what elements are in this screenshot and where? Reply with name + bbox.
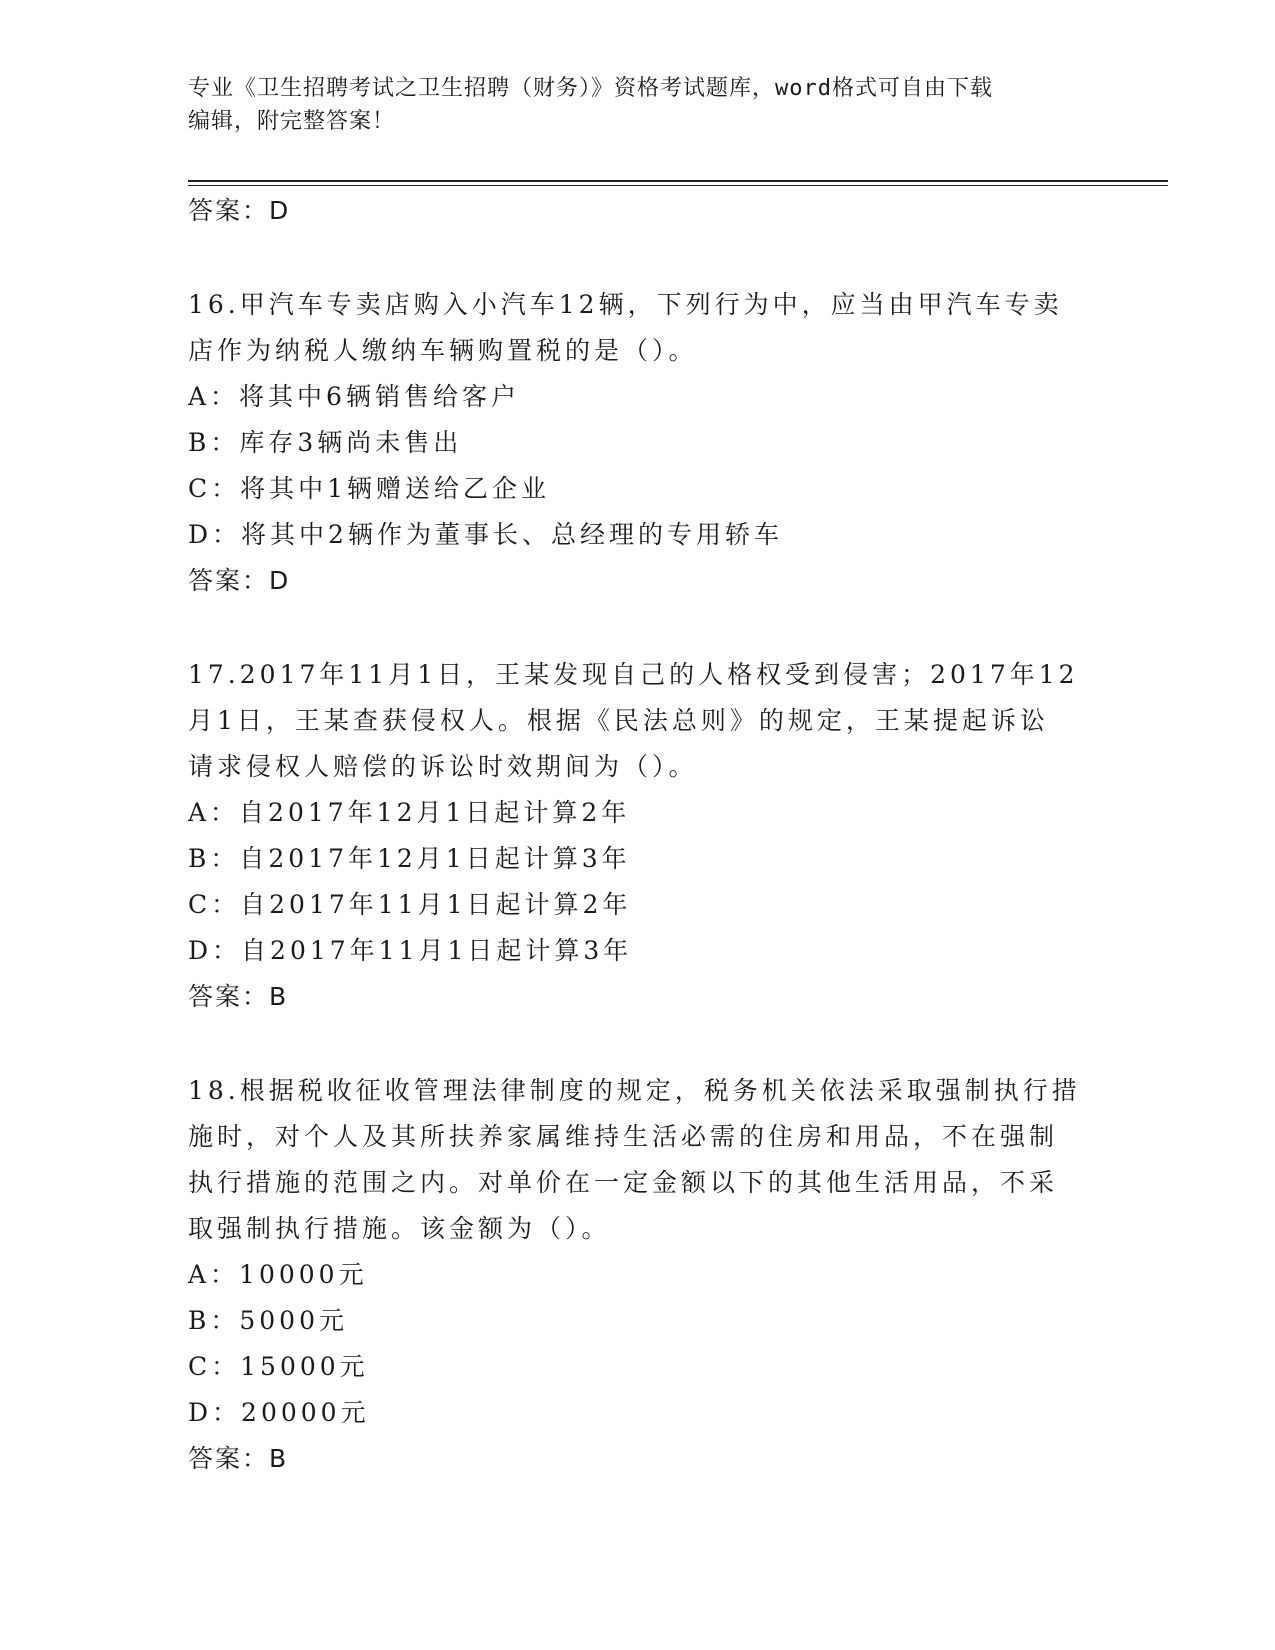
option-d: D：自2017年11月1日起计算3年 [188, 936, 633, 965]
question-stem-line: 店作为纳税人缴纳车辆购置税的是（）。 [188, 336, 698, 365]
question-16 [188, 282, 1088, 604]
document-header [188, 72, 1088, 138]
question-stem-line: 月1日，王某查获侵权人。根据《民法总则》的规定，王某提起诉讼 [188, 706, 1049, 735]
option-a: A：自2017年12月1日起计算2年 [188, 798, 631, 827]
question-stem-line: 18.根据税收征收管理法律制度的规定，税务机关依法采取强制执行措 [188, 1076, 1081, 1105]
header-divider [188, 180, 1168, 182]
option-a: A：10000元 [188, 1260, 368, 1289]
option-c: C：15000元 [188, 1352, 369, 1381]
question-18 [188, 1068, 1088, 1482]
question-stem-line: 取强制执行措施。该金额为（）。 [188, 1214, 611, 1243]
answer-line: 答案：D [188, 566, 291, 595]
option-c: C：自2017年11月1日起计算2年 [188, 890, 632, 919]
question-stem-line: 请求侵权人赔偿的诉讼时效期间为（）。 [188, 752, 698, 781]
question-stem-line: 执行措施的范围之内。对单价在一定金额以下的其他生活用品，不采 [188, 1168, 1059, 1197]
option-b: B：5000元 [188, 1306, 348, 1335]
option-c: C：将其中1辆赠送给乙企业 [188, 474, 551, 503]
header-divider-thin [188, 185, 1168, 186]
header-line-1: 专业《卫生招聘考试之卫生招聘（财务）》资格考试题库，word格式可自由下载 [188, 76, 993, 101]
option-d: D：将其中2辆作为董事长、总经理的专用轿车 [188, 520, 783, 549]
question-stem-line: 17.2017年11月1日，王某发现自己的人格权受到侵害；2017年12 [188, 660, 1079, 689]
question-stem-line: 16.甲汽车专卖店购入小汽车12辆，下列行为中，应当由甲汽车专卖 [188, 290, 1063, 319]
option-d: D：20000元 [188, 1398, 370, 1427]
question-list [188, 188, 1088, 1482]
option-a: A：将其中6辆销售给客户 [188, 382, 520, 411]
question-17 [188, 652, 1088, 1020]
question-stem-line: 施时，对个人及其所扶养家属维持生活必需的住房和用品，不在强制 [188, 1122, 1059, 1151]
option-b: B：库存3辆尚未售出 [188, 428, 463, 457]
answer-line: 答案：B [188, 982, 289, 1011]
answer-line: 答案：D [188, 196, 291, 225]
header-line-2: 编辑，附完整答案！ [188, 109, 396, 134]
option-b: B：自2017年12月1日起计算3年 [188, 844, 631, 873]
answer-line: 答案：B [188, 1444, 289, 1473]
